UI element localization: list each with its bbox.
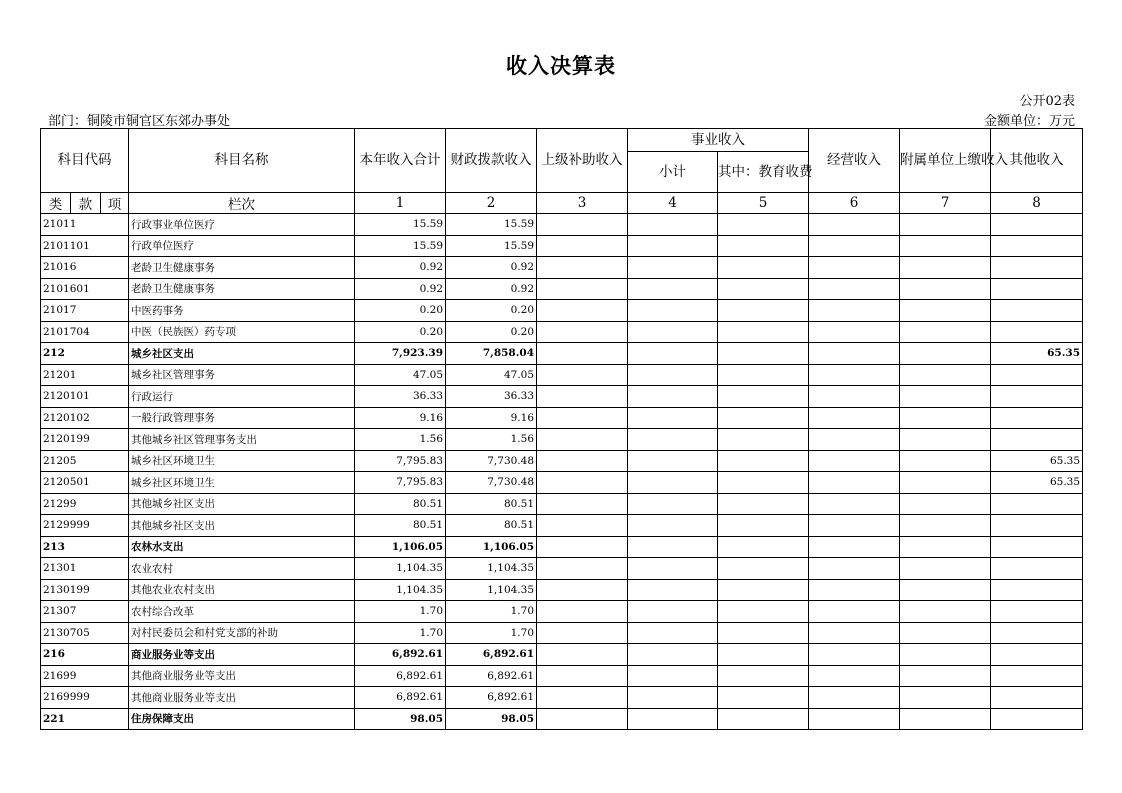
cell-superior bbox=[537, 579, 628, 601]
cell-affiliated bbox=[900, 321, 991, 343]
cell-affiliated bbox=[900, 644, 991, 666]
table-row bbox=[41, 515, 1083, 537]
cell-edu-fee bbox=[718, 708, 809, 730]
header-lei: 类 bbox=[41, 193, 71, 214]
cell-name: 农村综合改革 bbox=[129, 601, 355, 623]
cell-other: 65.35 bbox=[991, 450, 1083, 472]
cell-name: 农林水支出 bbox=[129, 536, 355, 558]
table-row bbox=[41, 687, 1083, 709]
cell-operating bbox=[809, 300, 900, 322]
cell-superior bbox=[537, 665, 628, 687]
cell-other bbox=[991, 214, 1083, 236]
cell-other bbox=[991, 579, 1083, 601]
cell-edu-fee bbox=[718, 214, 809, 236]
header-superior: 上级补助收入 bbox=[537, 129, 628, 193]
cell-edu-fee bbox=[718, 343, 809, 365]
cell-edu-fee bbox=[718, 493, 809, 515]
form-number: 公开02表 bbox=[1019, 94, 1075, 109]
cell-code: 213 bbox=[41, 536, 129, 558]
cell-operating bbox=[809, 579, 900, 601]
cell-business-subtotal bbox=[628, 214, 718, 236]
cell-other bbox=[991, 601, 1083, 623]
cell-superior bbox=[537, 386, 628, 408]
cell-affiliated bbox=[900, 472, 991, 494]
cell-business-subtotal bbox=[628, 257, 718, 279]
cell-total: 6,892.61 bbox=[355, 687, 446, 709]
cell-operating bbox=[809, 536, 900, 558]
cell-superior bbox=[537, 687, 628, 709]
cell-code: 216 bbox=[41, 644, 129, 666]
cell-name: 其他农业农村支出 bbox=[129, 579, 355, 601]
col-num: 5 bbox=[718, 193, 809, 214]
cell-fiscal: 1.56 bbox=[446, 429, 537, 451]
cell-superior bbox=[537, 472, 628, 494]
cell-other bbox=[991, 364, 1083, 386]
cell-superior bbox=[537, 300, 628, 322]
col-num: 7 bbox=[900, 193, 991, 214]
cell-edu-fee bbox=[718, 579, 809, 601]
cell-code: 21301 bbox=[41, 558, 129, 580]
cell-code: 2130199 bbox=[41, 579, 129, 601]
cell-code: 2101101 bbox=[41, 235, 129, 257]
cell-total: 7,795.83 bbox=[355, 450, 446, 472]
cell-other bbox=[991, 386, 1083, 408]
cell-operating bbox=[809, 687, 900, 709]
cell-code: 21699 bbox=[41, 665, 129, 687]
cell-affiliated bbox=[900, 278, 991, 300]
cell-name: 住房保障支出 bbox=[129, 708, 355, 730]
header-edu: 其中：教育收费 bbox=[718, 152, 809, 193]
page-title: 收入决算表 bbox=[506, 54, 616, 78]
cell-superior bbox=[537, 515, 628, 537]
cell-total: 0.20 bbox=[355, 300, 446, 322]
department-label: 部门：铜陵市铜官区东郊办事处 bbox=[48, 114, 231, 129]
cell-operating bbox=[809, 214, 900, 236]
cell-business-subtotal bbox=[628, 515, 718, 537]
cell-edu-fee bbox=[718, 235, 809, 257]
cell-affiliated bbox=[900, 601, 991, 623]
cell-affiliated bbox=[900, 708, 991, 730]
cell-edu-fee bbox=[718, 300, 809, 322]
cell-code: 2120101 bbox=[41, 386, 129, 408]
table-row bbox=[41, 622, 1083, 644]
income-table bbox=[40, 128, 1083, 730]
cell-fiscal: 80.51 bbox=[446, 493, 537, 515]
header-affiliated: 附属单位上缴收入 bbox=[900, 129, 991, 193]
cell-business-subtotal bbox=[628, 708, 718, 730]
cell-edu-fee bbox=[718, 536, 809, 558]
cell-total: 0.92 bbox=[355, 278, 446, 300]
amount-unit-label: 金额单位：万元 bbox=[983, 114, 1075, 129]
cell-fiscal: 7,858.04 bbox=[446, 343, 537, 365]
table-body bbox=[41, 214, 1083, 730]
cell-code: 212 bbox=[41, 343, 129, 365]
cell-operating bbox=[809, 364, 900, 386]
cell-other bbox=[991, 515, 1083, 537]
cell-name: 城乡社区环境卫生 bbox=[129, 450, 355, 472]
cell-operating bbox=[809, 278, 900, 300]
table-row bbox=[41, 278, 1083, 300]
cell-superior bbox=[537, 364, 628, 386]
cell-affiliated bbox=[900, 450, 991, 472]
cell-operating bbox=[809, 407, 900, 429]
table-row bbox=[41, 300, 1083, 322]
cell-fiscal: 1,104.35 bbox=[446, 558, 537, 580]
cell-business-subtotal bbox=[628, 278, 718, 300]
cell-superior bbox=[537, 257, 628, 279]
cell-superior bbox=[537, 622, 628, 644]
cell-affiliated bbox=[900, 214, 991, 236]
cell-fiscal: 6,892.61 bbox=[446, 687, 537, 709]
table-row bbox=[41, 472, 1083, 494]
cell-business-subtotal bbox=[628, 235, 718, 257]
header-name: 科目名称 bbox=[129, 129, 355, 193]
cell-superior bbox=[537, 493, 628, 515]
cell-fiscal: 0.92 bbox=[446, 257, 537, 279]
cell-business-subtotal bbox=[628, 450, 718, 472]
cell-total: 98.05 bbox=[355, 708, 446, 730]
cell-edu-fee bbox=[718, 429, 809, 451]
cell-name: 农业农村 bbox=[129, 558, 355, 580]
cell-affiliated bbox=[900, 364, 991, 386]
cell-business-subtotal bbox=[628, 429, 718, 451]
cell-fiscal: 7,730.48 bbox=[446, 450, 537, 472]
col-num: 6 bbox=[809, 193, 900, 214]
cell-other bbox=[991, 429, 1083, 451]
cell-name: 行政事业单位医疗 bbox=[129, 214, 355, 236]
cell-operating bbox=[809, 493, 900, 515]
cell-fiscal: 15.59 bbox=[446, 235, 537, 257]
cell-operating bbox=[809, 472, 900, 494]
table-row bbox=[41, 321, 1083, 343]
cell-code: 21307 bbox=[41, 601, 129, 623]
cell-other bbox=[991, 321, 1083, 343]
table-row bbox=[41, 257, 1083, 279]
cell-name: 其他商业服务业等支出 bbox=[129, 687, 355, 709]
header-subtotal: 小计 bbox=[628, 152, 718, 193]
table-row bbox=[41, 429, 1083, 451]
header-lanci: 栏次 bbox=[129, 193, 355, 214]
table-row bbox=[41, 235, 1083, 257]
cell-business-subtotal bbox=[628, 300, 718, 322]
cell-total: 15.59 bbox=[355, 214, 446, 236]
cell-code: 2101704 bbox=[41, 321, 129, 343]
cell-code: 2129999 bbox=[41, 515, 129, 537]
cell-fiscal: 1.70 bbox=[446, 622, 537, 644]
cell-fiscal: 9.16 bbox=[446, 407, 537, 429]
cell-code: 2120199 bbox=[41, 429, 129, 451]
cell-name: 中医药事务 bbox=[129, 300, 355, 322]
cell-edu-fee bbox=[718, 321, 809, 343]
cell-operating bbox=[809, 708, 900, 730]
cell-fiscal: 0.20 bbox=[446, 321, 537, 343]
cell-code: 2130705 bbox=[41, 622, 129, 644]
cell-business-subtotal bbox=[628, 601, 718, 623]
cell-fiscal: 15.59 bbox=[446, 214, 537, 236]
cell-business-subtotal bbox=[628, 493, 718, 515]
cell-superior bbox=[537, 601, 628, 623]
table-row bbox=[41, 536, 1083, 558]
cell-other bbox=[991, 278, 1083, 300]
cell-other bbox=[991, 622, 1083, 644]
cell-operating bbox=[809, 429, 900, 451]
cell-total: 80.51 bbox=[355, 515, 446, 537]
cell-total: 1.70 bbox=[355, 622, 446, 644]
cell-affiliated bbox=[900, 622, 991, 644]
cell-business-subtotal bbox=[628, 343, 718, 365]
header-row-1 bbox=[41, 129, 1083, 152]
cell-superior bbox=[537, 214, 628, 236]
cell-operating bbox=[809, 450, 900, 472]
cell-name: 老龄卫生健康事务 bbox=[129, 278, 355, 300]
table-row bbox=[41, 407, 1083, 429]
cell-name: 老龄卫生健康事务 bbox=[129, 257, 355, 279]
cell-business-subtotal bbox=[628, 687, 718, 709]
cell-affiliated bbox=[900, 493, 991, 515]
cell-fiscal: 1,106.05 bbox=[446, 536, 537, 558]
cell-fiscal: 0.20 bbox=[446, 300, 537, 322]
cell-edu-fee bbox=[718, 407, 809, 429]
cell-affiliated bbox=[900, 558, 991, 580]
header-business: 事业收入 bbox=[628, 129, 809, 152]
header-fiscal: 财政拨款收入 bbox=[446, 129, 537, 193]
cell-fiscal: 6,892.61 bbox=[446, 644, 537, 666]
cell-other bbox=[991, 257, 1083, 279]
cell-name: 一般行政管理事务 bbox=[129, 407, 355, 429]
cell-name: 对村民委员会和村党支部的补助 bbox=[129, 622, 355, 644]
table-row bbox=[41, 386, 1083, 408]
cell-affiliated bbox=[900, 343, 991, 365]
cell-business-subtotal bbox=[628, 364, 718, 386]
cell-edu-fee bbox=[718, 515, 809, 537]
cell-business-subtotal bbox=[628, 472, 718, 494]
cell-business-subtotal bbox=[628, 644, 718, 666]
cell-total: 1,104.35 bbox=[355, 579, 446, 601]
cell-code: 21299 bbox=[41, 493, 129, 515]
cell-edu-fee bbox=[718, 665, 809, 687]
col-num: 3 bbox=[537, 193, 628, 214]
cell-code: 221 bbox=[41, 708, 129, 730]
cell-total: 1,106.05 bbox=[355, 536, 446, 558]
cell-operating bbox=[809, 235, 900, 257]
cell-total: 7,923.39 bbox=[355, 343, 446, 365]
cell-fiscal: 98.05 bbox=[446, 708, 537, 730]
cell-total: 1,104.35 bbox=[355, 558, 446, 580]
header-kuan: 款 bbox=[71, 193, 101, 214]
col-num: 1 bbox=[355, 193, 446, 214]
cell-superior bbox=[537, 536, 628, 558]
cell-total: 15.59 bbox=[355, 235, 446, 257]
table-row bbox=[41, 644, 1083, 666]
cell-total: 0.20 bbox=[355, 321, 446, 343]
cell-superior bbox=[537, 407, 628, 429]
cell-name: 其他城乡社区支出 bbox=[129, 515, 355, 537]
cell-affiliated bbox=[900, 407, 991, 429]
cell-other bbox=[991, 665, 1083, 687]
cell-affiliated bbox=[900, 579, 991, 601]
cell-superior bbox=[537, 321, 628, 343]
cell-code: 21201 bbox=[41, 364, 129, 386]
cell-business-subtotal bbox=[628, 407, 718, 429]
cell-other bbox=[991, 558, 1083, 580]
cell-total: 9.16 bbox=[355, 407, 446, 429]
cell-affiliated bbox=[900, 687, 991, 709]
cell-operating bbox=[809, 515, 900, 537]
cell-code: 21017 bbox=[41, 300, 129, 322]
cell-name: 城乡社区支出 bbox=[129, 343, 355, 365]
cell-business-subtotal bbox=[628, 622, 718, 644]
cell-fiscal: 1.70 bbox=[446, 601, 537, 623]
cell-other bbox=[991, 407, 1083, 429]
cell-name: 行政单位医疗 bbox=[129, 235, 355, 257]
cell-affiliated bbox=[900, 429, 991, 451]
cell-edu-fee bbox=[718, 558, 809, 580]
cell-name: 商业服务业等支出 bbox=[129, 644, 355, 666]
cell-superior bbox=[537, 235, 628, 257]
cell-business-subtotal bbox=[628, 558, 718, 580]
cell-operating bbox=[809, 601, 900, 623]
cell-total: 36.33 bbox=[355, 386, 446, 408]
cell-fiscal: 1,104.35 bbox=[446, 579, 537, 601]
cell-superior bbox=[537, 644, 628, 666]
cell-superior bbox=[537, 708, 628, 730]
table-row bbox=[41, 493, 1083, 515]
cell-other: 65.35 bbox=[991, 472, 1083, 494]
cell-fiscal: 7,730.48 bbox=[446, 472, 537, 494]
cell-code: 21016 bbox=[41, 257, 129, 279]
cell-affiliated bbox=[900, 386, 991, 408]
cell-business-subtotal bbox=[628, 536, 718, 558]
cell-name: 其他城乡社区支出 bbox=[129, 493, 355, 515]
cell-total: 80.51 bbox=[355, 493, 446, 515]
header-operating: 经营收入 bbox=[809, 129, 900, 193]
cell-total: 47.05 bbox=[355, 364, 446, 386]
cell-edu-fee bbox=[718, 472, 809, 494]
table-row bbox=[41, 579, 1083, 601]
cell-edu-fee bbox=[718, 386, 809, 408]
cell-name: 城乡社区管理事务 bbox=[129, 364, 355, 386]
cell-business-subtotal bbox=[628, 579, 718, 601]
cell-other bbox=[991, 300, 1083, 322]
table-row bbox=[41, 364, 1083, 386]
cell-operating bbox=[809, 622, 900, 644]
cell-superior bbox=[537, 429, 628, 451]
cell-edu-fee bbox=[718, 601, 809, 623]
cell-affiliated bbox=[900, 515, 991, 537]
table-row bbox=[41, 665, 1083, 687]
cell-superior bbox=[537, 558, 628, 580]
cell-name: 行政运行 bbox=[129, 386, 355, 408]
cell-edu-fee bbox=[718, 450, 809, 472]
cell-operating bbox=[809, 257, 900, 279]
cell-other bbox=[991, 687, 1083, 709]
cell-edu-fee bbox=[718, 622, 809, 644]
cell-other bbox=[991, 644, 1083, 666]
cell-edu-fee bbox=[718, 687, 809, 709]
cell-operating bbox=[809, 343, 900, 365]
table-row bbox=[41, 343, 1083, 365]
header-code: 科目代码 bbox=[41, 129, 129, 193]
cell-total: 1.70 bbox=[355, 601, 446, 623]
cell-name: 其他城乡社区管理事务支出 bbox=[129, 429, 355, 451]
cell-operating bbox=[809, 665, 900, 687]
cell-affiliated bbox=[900, 257, 991, 279]
cell-business-subtotal bbox=[628, 386, 718, 408]
cell-edu-fee bbox=[718, 257, 809, 279]
col-num: 4 bbox=[628, 193, 718, 214]
cell-fiscal: 36.33 bbox=[446, 386, 537, 408]
table-row bbox=[41, 708, 1083, 730]
cell-operating bbox=[809, 644, 900, 666]
cell-other bbox=[991, 536, 1083, 558]
cell-fiscal: 6,892.61 bbox=[446, 665, 537, 687]
table-row bbox=[41, 214, 1083, 236]
cell-superior bbox=[537, 278, 628, 300]
col-num: 8 bbox=[991, 193, 1083, 214]
col-num: 2 bbox=[446, 193, 537, 214]
cell-code: 2120102 bbox=[41, 407, 129, 429]
header-other: 其他收入 bbox=[991, 129, 1083, 193]
cell-total: 6,892.61 bbox=[355, 644, 446, 666]
cell-affiliated bbox=[900, 665, 991, 687]
header-xiang: 项 bbox=[101, 193, 129, 214]
cell-code: 2101601 bbox=[41, 278, 129, 300]
cell-other: 65.35 bbox=[991, 343, 1083, 365]
cell-superior bbox=[537, 450, 628, 472]
cell-total: 0.92 bbox=[355, 257, 446, 279]
cell-total: 1.56 bbox=[355, 429, 446, 451]
table-row bbox=[41, 450, 1083, 472]
cell-other bbox=[991, 708, 1083, 730]
cell-affiliated bbox=[900, 536, 991, 558]
cell-affiliated bbox=[900, 235, 991, 257]
table-row bbox=[41, 601, 1083, 623]
header-row-3 bbox=[41, 193, 1083, 214]
cell-code: 21011 bbox=[41, 214, 129, 236]
cell-edu-fee bbox=[718, 278, 809, 300]
cell-name: 中医（民族医）药专项 bbox=[129, 321, 355, 343]
cell-other bbox=[991, 493, 1083, 515]
cell-other bbox=[991, 235, 1083, 257]
cell-fiscal: 0.92 bbox=[446, 278, 537, 300]
cell-name: 其他商业服务业等支出 bbox=[129, 665, 355, 687]
cell-fiscal: 80.51 bbox=[446, 515, 537, 537]
cell-edu-fee bbox=[718, 644, 809, 666]
cell-edu-fee bbox=[718, 364, 809, 386]
cell-total: 6,892.61 bbox=[355, 665, 446, 687]
cell-superior bbox=[537, 343, 628, 365]
table-row bbox=[41, 558, 1083, 580]
header-total: 本年收入合计 bbox=[355, 129, 446, 193]
cell-fiscal: 47.05 bbox=[446, 364, 537, 386]
cell-operating bbox=[809, 386, 900, 408]
cell-operating bbox=[809, 558, 900, 580]
cell-name: 城乡社区环境卫生 bbox=[129, 472, 355, 494]
cell-total: 7,795.83 bbox=[355, 472, 446, 494]
cell-business-subtotal bbox=[628, 321, 718, 343]
cell-affiliated bbox=[900, 300, 991, 322]
cell-business-subtotal bbox=[628, 665, 718, 687]
cell-code: 21205 bbox=[41, 450, 129, 472]
cell-code: 2120501 bbox=[41, 472, 129, 494]
cell-code: 2169999 bbox=[41, 687, 129, 709]
cell-operating bbox=[809, 321, 900, 343]
